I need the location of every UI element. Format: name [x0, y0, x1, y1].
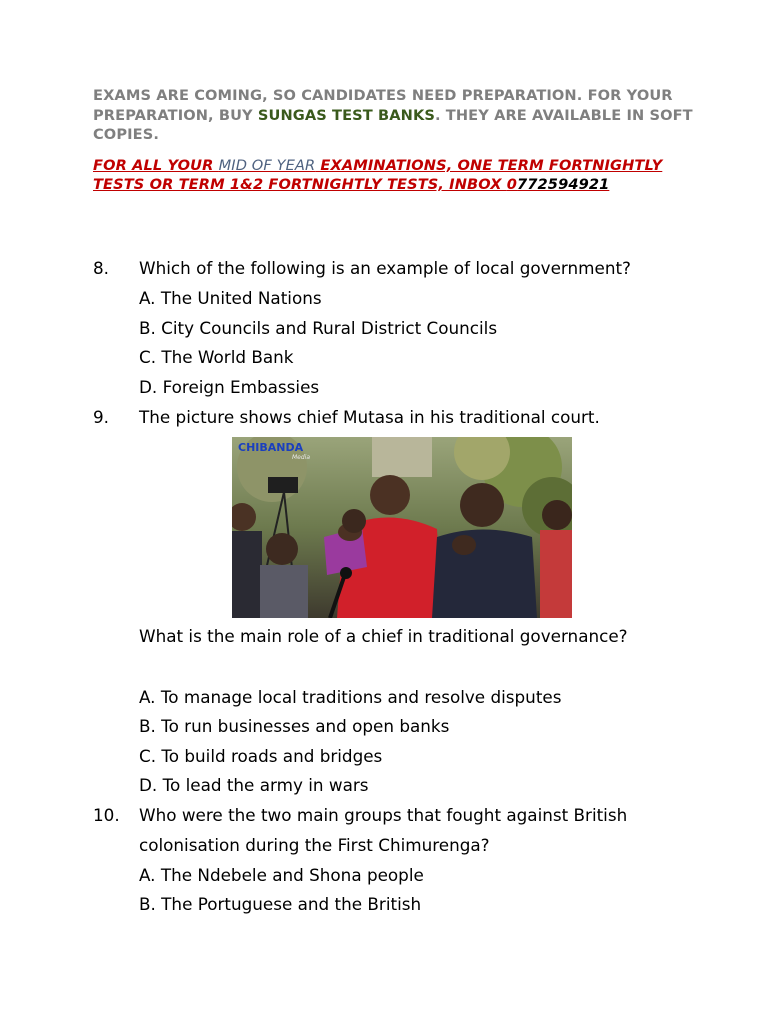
question-text: Who were the two main groups that fought against British colonisation during the First Chimurenga?: [139, 805, 628, 855]
brand-name: SUNGAS TEST BANKS: [257, 106, 435, 124]
option-b: B. The Portuguese and the British: [139, 894, 422, 914]
notice-part1: FOR ALL YOUR: [93, 156, 219, 174]
promo-part2: . THEY ARE AVAILABLE IN SOFT COPIES.: [93, 106, 693, 143]
question-text: The picture shows chief Mutasa in his traditional court.: [139, 407, 600, 427]
question-text: Which of the following is an example of local government?: [139, 258, 631, 278]
option-b: B. To run businesses and open banks: [139, 716, 450, 736]
option-a: A. The United Nations: [139, 288, 322, 308]
photo-watermark-sub: Media: [292, 454, 311, 461]
option-c: C. To build roads and bridges: [139, 746, 383, 766]
option-b: B. City Councils and Rural District Councils: [139, 318, 498, 338]
notice-mid-of-year: MID OF YEAR: [218, 156, 316, 174]
phone-number: 772594921: [517, 176, 610, 194]
photo-illustration: [232, 437, 572, 618]
promo-text: [93, 86, 693, 145]
promo-part1: EXAMS ARE COMING, SO CANDIDATES NEED PREPARATION. FOR YOUR PREPARATION, BUY: [93, 87, 673, 124]
notice-zero: 0: [506, 176, 518, 194]
chief-court-photo: [232, 437, 572, 618]
order-notice: [93, 156, 693, 195]
notice-part2: EXAMINATIONS, ONE TERM FORTNIGHTLY TESTS OR TERM 1&2 FORTNIGHTLY TESTS, INBOX: [93, 156, 663, 194]
option-d: D. To lead the army in wars: [139, 775, 369, 795]
question-number: 9.: [93, 407, 110, 427]
question-number: 8.: [93, 258, 110, 278]
photo-watermark: CHIBANDA: [238, 441, 304, 454]
question-number: 10.: [93, 805, 120, 825]
subquestion-text: What is the main role of a chief in traditional governance?: [139, 626, 628, 646]
option-c: C. The World Bank: [139, 347, 294, 367]
promo-header: [93, 86, 693, 195]
option-a: A. To manage local traditions and resolve disputes: [139, 687, 562, 707]
option-a: A. The Ndebele and Shona people: [139, 865, 424, 885]
option-d: D. Foreign Embassies: [139, 377, 320, 397]
